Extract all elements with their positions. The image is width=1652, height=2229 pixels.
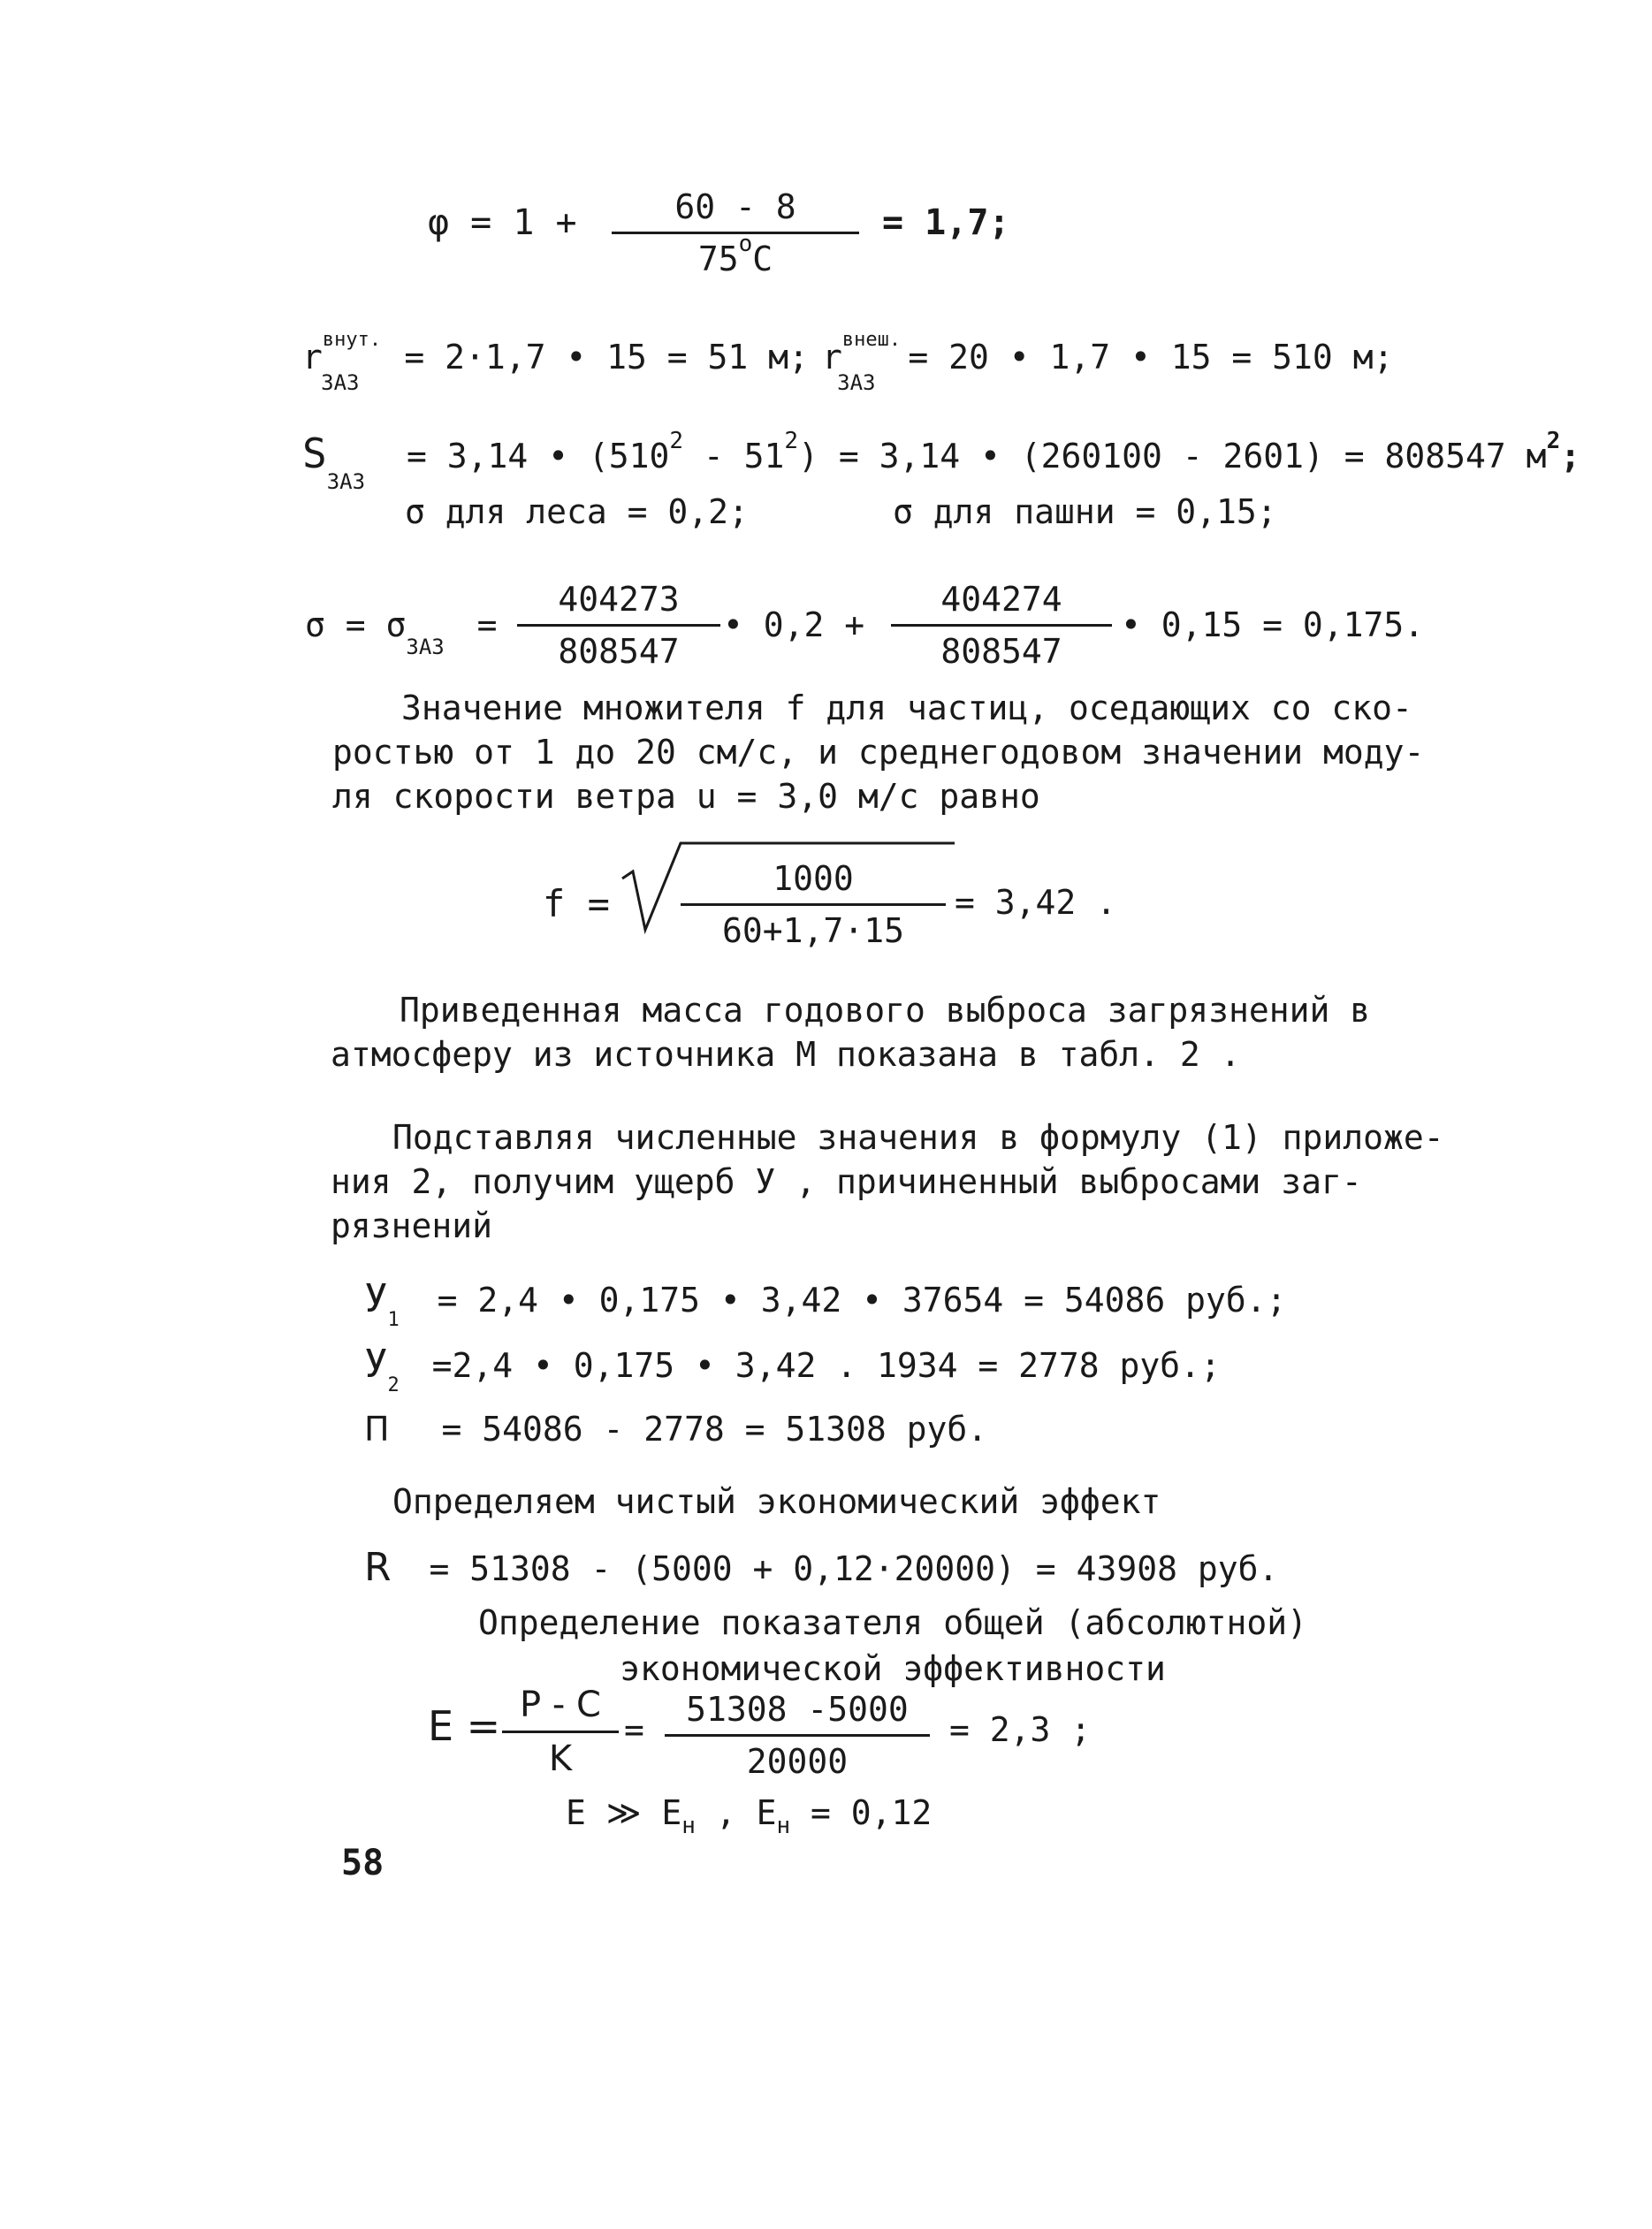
sigma-fraction-2: $\frac{404274}{808547}$ [891, 580, 1112, 671]
radius-outer: $r^{внеш.}_{ЗАЗ} = 20$ • 1,7 • 15 = 510 м; [822, 329, 1394, 395]
sigma-result: • 0,15 = 0,175. [1121, 605, 1425, 644]
phi-numerator: 60 - 8 [612, 187, 859, 234]
damage-y1: $У_1 = 2,4$ • 0,175 • 3,42 • 37654 = 54086 руб.; [364, 1276, 1287, 1331]
sigma-fraction-1: $\frac{404273}{808547}$ [517, 580, 720, 671]
e-compare: E ≫ $E_н$ , $E_н = 0,12$ [566, 1793, 933, 1839]
e-fraction-symbolic: $\frac{P - C}{K}$ [502, 1685, 619, 1779]
e-fraction-numeric: $\frac{51308 -5000}{20000}$ [665, 1690, 930, 1781]
sigma-lhs: $\sigma = \sigma_{ЗАЗ}$ = [305, 605, 498, 659]
paragraph-substitution: Подставляя численные значения в формулу (1) приложе- ния 2, получим ущерб У , причиненный выбросами заг- рязнений [331, 1118, 1444, 1245]
page-number: 58 [341, 1843, 384, 1883]
f-lhs: f = [543, 882, 610, 925]
paragraph-multiplier: Значение множителя f для частиц, оседающих со ско- ростью от 1 до 20 см/с, и среднегодовом значении моду- ля скорости ветра u = 3,0 м/с равно [332, 688, 1425, 816]
phi-fraction [612, 187, 859, 278]
r-formula: R = 51308 - (5000 + 0,12·20000) = 43908 руб. [364, 1545, 1279, 1590]
damage-p: П = 54086 - 2778 = 51308 руб. [364, 1410, 988, 1449]
paragraph-mass: Приведенная масса годового выброса загрязнений в атмосферу из источника M показана в табл. 2 . [331, 991, 1371, 1074]
sigma-field: σ для пашни = 0,15; [893, 492, 1277, 531]
phi-denominator: 75$^o$C [697, 231, 773, 278]
phi-result: = 1,7; [882, 202, 1010, 243]
section-heading: Определение показателя общей (абсолютной) экономической эффективности [478, 1603, 1307, 1688]
e-lhs: E = [428, 1702, 501, 1750]
e-eq: = [624, 1710, 644, 1749]
f-result: = 3,42 . [955, 883, 1117, 922]
area-formula: $S_{ЗАЗ} = 3,14$ • $(510^2 - 51^2) = 3,14$ • (260100 - 2601) = 808547 $м^2$; [302, 428, 1581, 494]
sigma-mid: • 0,2 + [723, 605, 865, 644]
e-result: = 2,3 ; [949, 1710, 1092, 1749]
f-fraction: $\frac{1000}{60+1,7\cdot 15}$ [681, 859, 946, 950]
damage-y2: $У_2 =2,4$ • 0,175 • 3,42 . 1934 = 2778 руб.; [364, 1342, 1221, 1396]
phi-lhs: φ = 1 + [428, 202, 577, 243]
sigma-forest: σ для леса = 0,2; [405, 492, 749, 531]
radius-inner: $r^{внут.}_{ЗАЗ} = 2\cdot 1,7$ • 15 = 51 м; [302, 329, 809, 395]
paragraph-effect: Определяем чистый экономический эффект [392, 1482, 1161, 1521]
